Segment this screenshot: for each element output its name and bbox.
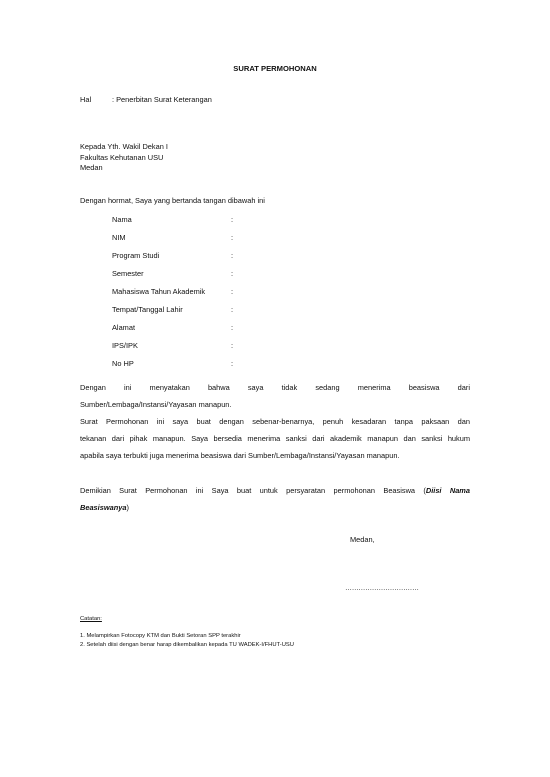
scholarship-name-hint-cont: Beasiswanya — [80, 503, 127, 512]
recipient-line: Kepada Yth. Wakil Dekan I — [80, 142, 168, 151]
field-colon: : — [231, 323, 234, 332]
field-label: No HP — [112, 359, 134, 368]
declaration-line: Surat Permohonan ini saya buat dengan sebenar-benarnya, penuh kesadaran tanpa paksaan dan — [80, 417, 470, 426]
closing-line — [80, 499, 470, 516]
statement-paragraph — [80, 379, 470, 464]
closing-text: Demikian Surat Permohonan ini Saya buat untuk persyaratan permohonan Beasiswa — [80, 486, 416, 495]
subject-label: Hal — [80, 95, 92, 104]
closing-line — [80, 482, 470, 499]
notes-title: Catatan: — [80, 616, 102, 622]
note-item: 1. Melampirkan Fotocopy KTM dan Bukti Setoran SPP terakhir — [80, 633, 241, 639]
field-colon: : — [231, 215, 234, 224]
field-colon: : — [231, 305, 234, 314]
field-label: IPS/IPK — [112, 341, 138, 350]
recipient-block — [80, 142, 168, 174]
field-colon: : — [231, 251, 234, 260]
field-colon: : — [231, 341, 234, 350]
field-label: Nama — [112, 215, 132, 224]
statement-line: Sumber/Lembaga/Instansi/Yayasan manapun. — [80, 400, 232, 409]
signature-place: Medan, — [350, 535, 375, 544]
subject-value: : Penerbitan Surat Keterangan — [112, 95, 212, 104]
field-label: Semester — [112, 269, 144, 278]
field-colon: : — [231, 233, 234, 242]
field-label: NIM — [112, 233, 126, 242]
field-label: Mahasiswa Tahun Akademik — [112, 287, 206, 296]
declaration-line: apabila saya terbukti juga menerima beasiswa dari Sumber/Lembaga/Instansi/Yayasan manapun. — [80, 451, 400, 460]
field-colon: : — [231, 359, 234, 368]
declaration-line: tekanan dari pihak manapun. Saya bersedia menerima sanksi dari akademik manapun dan sanksi hukum — [80, 434, 470, 443]
greeting-text: Dengan hormat, Saya yang bertanda tangan dibawah ini — [80, 196, 265, 205]
field-label: Program Studi — [112, 251, 160, 260]
field-colon: : — [231, 287, 234, 296]
open-paren: ( — [423, 486, 426, 495]
closing-paragraph — [80, 482, 470, 516]
letter-title: SURAT PERMOHONAN — [233, 64, 317, 73]
statement-line: Dengan ini menyatakan bahwa saya tidak sedang menerima beasiswa dari — [80, 383, 470, 392]
recipient-line: Fakultas Kehutanan USU — [80, 152, 164, 162]
field-label: Alamat — [112, 323, 136, 332]
note-item: 2. Setelah diisi dengan benar harap dikembalikan kepada TU WADEK-I/FHUT-USU — [80, 642, 294, 648]
signature-line: …………………………… — [345, 585, 419, 592]
scholarship-name-hint: Diisi Nama — [425, 486, 470, 495]
field-colon: : — [231, 269, 234, 278]
close-paren: ) — [126, 503, 129, 512]
recipient-line: Medan — [80, 163, 103, 173]
field-label: Tempat/Tanggal Lahir — [112, 305, 183, 314]
